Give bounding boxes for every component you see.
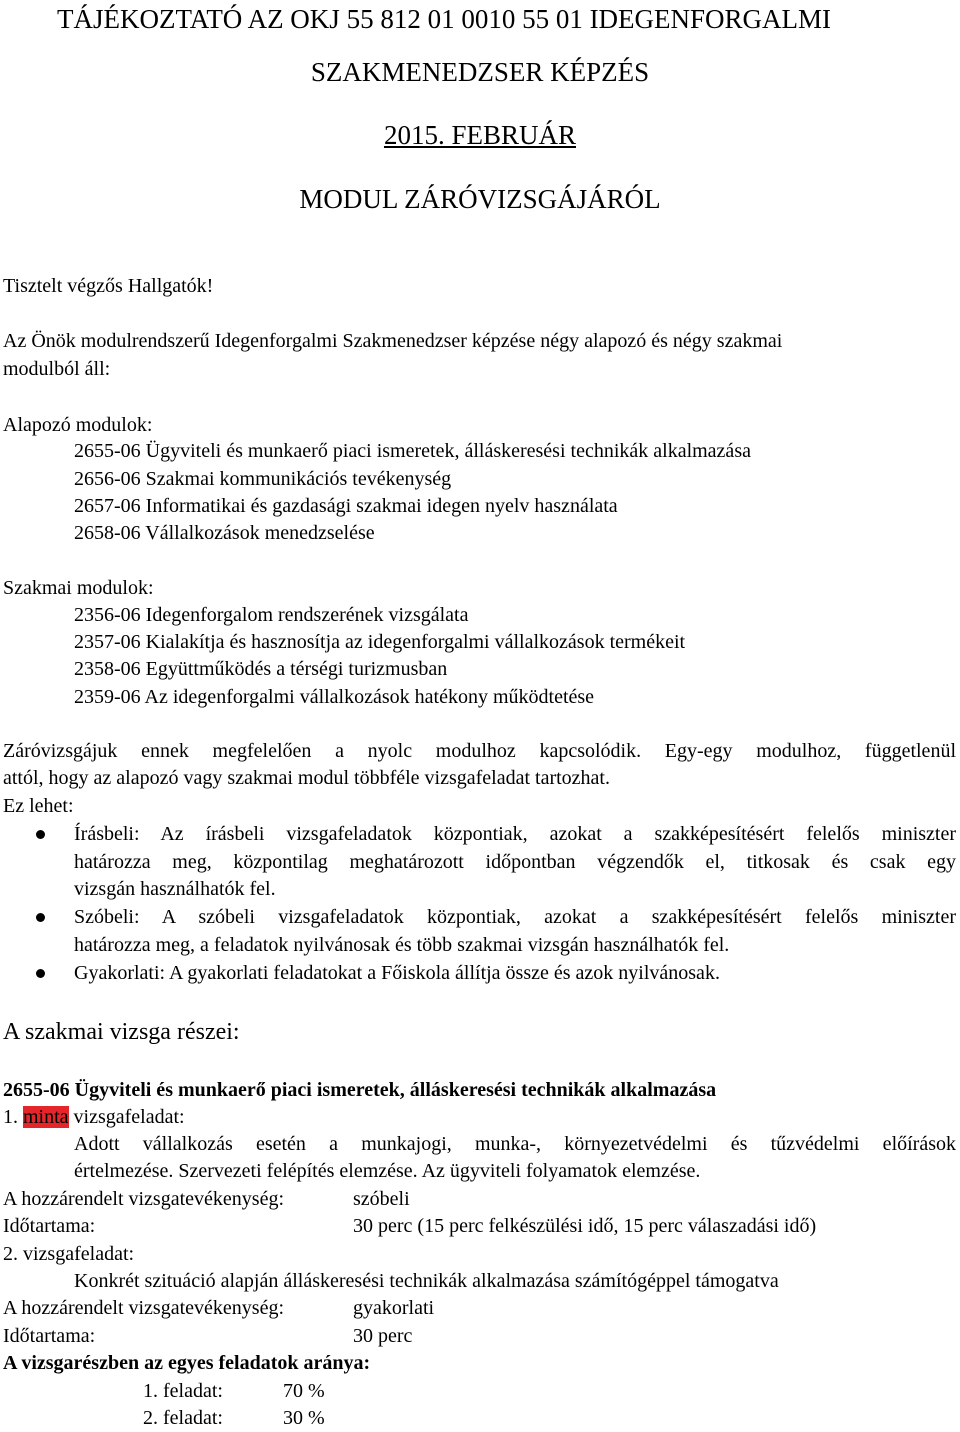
ratio-row-value: 30 % — [283, 1407, 325, 1429]
ratio-row-value: 70 % — [283, 1380, 325, 1402]
exam-type-oral-line-1: Szóbeli: A szóbeli vizsgafeladatok központiak, azokat a szakképesítésért felelős miniszter — [74, 906, 956, 928]
exam-intro-line-3: Ez lehet: — [3, 795, 74, 817]
greeting: Tisztelt végzős Hallgatók! — [3, 275, 214, 297]
ratio-heading: A vizsgarészben az egyes feladatok aránya: — [3, 1352, 371, 1374]
title-line-1: TÁJÉKOZTATÓ AZ OKJ 55 812 01 0010 55 01 IDEGENFORGALMI — [57, 4, 832, 34]
intro-line-2: modulból áll: — [3, 358, 111, 380]
task-1-label — [3, 1103, 185, 1131]
intro-line-1: Az Önök modulrendszerű Idegenforgalmi Szakmenedzser képzése négy alapozó és négy szakmai — [3, 330, 783, 352]
basic-module-item: 2656-06 Szakmai kommunikációs tevékenység — [74, 468, 452, 490]
exam-type-oral-line-2: határozza meg, a feladatok nyilvánosak és több szakmai vizsgán használhatók fel. — [74, 934, 730, 956]
professional-module-item: 2359-06 Az idegenforgalmi vállalkozások hatékony működtetése — [74, 686, 595, 708]
task-1-desc-line-1: Adott vállalkozás esetén a munkajogi, munka-, környezetvédelmi és tűzvédelmi előírások — [74, 1133, 956, 1155]
task-1-duration-label: Időtartama: — [3, 1215, 96, 1237]
task-2-duration-label: Időtartama: — [3, 1325, 96, 1347]
task-2-desc: Konkrét szituáció alapján álláskeresési technikák alkalmazása számítógéppel támogatva — [74, 1270, 779, 1292]
task-1-duration-value: 30 perc (15 perc felkészülési idő, 15 perc válaszadási idő) — [353, 1215, 817, 1237]
bullet-icon — [36, 830, 45, 839]
task-2-activity-label: A hozzárendelt vizsgatevékenység: — [3, 1297, 284, 1319]
exam-type-written-line-2: határozza meg, központilag meghatározott időpontban végzendők el, titkosak és csak egy — [74, 851, 956, 873]
exam-type-written-line-1: Írásbeli: Az írásbeli vizsgafeladatok központiak, azokat a szakképesítésért felelős miniszter — [74, 823, 956, 845]
bullet-icon — [36, 913, 45, 922]
title-line-4: MODUL ZÁRÓVIZSGÁJÁRÓL — [299, 184, 661, 214]
ratio-row-label: 1. feladat: — [143, 1380, 223, 1402]
task-2-duration-value: 30 perc — [353, 1325, 413, 1347]
module-heading: 2655-06 Ügyviteli és munkaerő piaci ismeretek, álláskeresési technikák alkalmazása — [3, 1079, 717, 1101]
exam-type-written-line-3: vizsgán használhatók fel. — [74, 878, 276, 900]
exam-intro-line-2: attól, hogy az alapozó vagy szakmai modul többféle vizsgafeladat tartozhat. — [3, 767, 610, 789]
basic-modules-heading: Alapozó modulok: — [3, 414, 153, 436]
exam-intro-line-1: Záróvizsgájuk ennek megfelelően a nyolc modulhoz kapcsolódik. Egy-egy modulhoz, függetlenül — [3, 740, 956, 762]
ratio-row-label: 2. feladat: — [143, 1407, 223, 1429]
title-date: 2015. FEBRUÁR — [383, 120, 577, 150]
professional-module-item: 2358-06 Együttműködés a térségi turizmusban — [74, 658, 448, 680]
professional-module-item: 2356-06 Idegenforgalom rendszerének vizsgálata — [74, 604, 469, 626]
exam-type-practical-line-1: Gyakorlati: A gyakorlati feladatokat a Főiskola állítja össze és azok nyilvánosak. — [74, 962, 720, 984]
basic-module-item: 2655-06 Ügyviteli és munkaerő piaci ismeretek, álláskeresési technikák alkalmazása — [74, 440, 751, 462]
task-1-prefix: 1. — [3, 1106, 23, 1128]
title-line-2: SZAKMENEDZSER KÉPZÉS — [310, 57, 650, 87]
basic-module-item: 2658-06 Vállalkozások menedzselése — [74, 522, 375, 544]
task-1-highlight: minta — [23, 1106, 69, 1128]
task-1-desc-line-2: értelmezése. Szervezeti felépítés elemzése. Az ügyviteli folyamatok elemzése. — [74, 1160, 701, 1182]
task-1-suffix: vizsgafeladat: — [68, 1106, 185, 1128]
title-line-3 — [0, 118, 960, 152]
bullet-icon — [36, 969, 45, 978]
professional-module-item: 2357-06 Kialakítja és hasznosítja az idegenforgalmi vállalkozások termékeit — [74, 631, 686, 653]
task-2-activity-value: gyakorlati — [353, 1297, 435, 1319]
task-2-label: 2. vizsgafeladat: — [3, 1243, 135, 1265]
basic-module-item: 2657-06 Informatikai és gazdasági szakmai idegen nyelv használata — [74, 495, 618, 517]
task-1-activity-value: szóbeli — [353, 1188, 410, 1210]
task-1-activity-label: A hozzárendelt vizsgatevékenység: — [3, 1188, 284, 1210]
professional-modules-heading: Szakmai modulok: — [3, 577, 154, 599]
parts-heading: A szakmai vizsga részei: — [3, 1019, 240, 1045]
